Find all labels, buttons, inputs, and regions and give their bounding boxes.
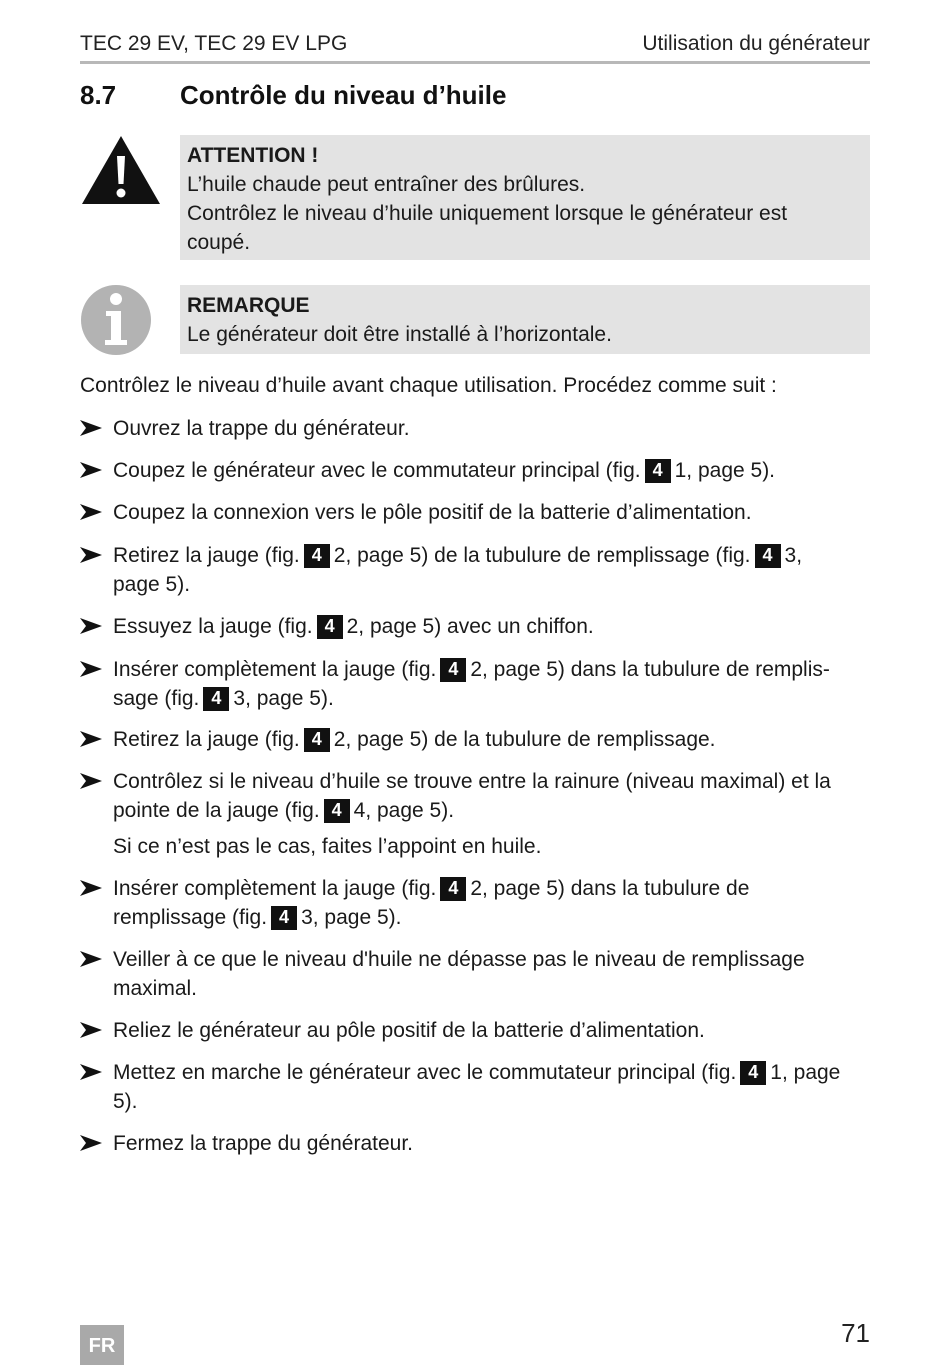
arrow-bullet-icon: [80, 767, 104, 796]
step-text: 2, page 5) dans la tubulure de: [470, 877, 750, 900]
step-text: 2, page 5) avec un chiffon.: [346, 615, 594, 638]
step-text: Veiller à ce que le niveau d'huile ne dépasse pas le niveau de remplissage maximal.: [113, 948, 805, 1000]
attention-line-2: Contrôlez le niveau d’huile uniquement lorsque le générateur est coupé.: [187, 202, 788, 254]
info-icon: [80, 284, 152, 356]
step-text: Insérer complètement la jauge (fig.: [113, 658, 437, 681]
list-item: [80, 1129, 870, 1158]
arrow-bullet-icon: [80, 1016, 104, 1045]
figure-ref-badge: 4: [740, 1061, 766, 1085]
list-item: [80, 612, 870, 641]
step-text: Coupez le générateur avec le commutateur principal (fig.: [113, 459, 641, 482]
list-item: [80, 725, 870, 754]
arrow-bullet-icon: [80, 612, 104, 641]
remarque-box: [180, 285, 870, 354]
figure-ref-badge: 4: [317, 615, 343, 639]
section-title: Contrôle du niveau d’huile: [180, 80, 507, 110]
list-item: [80, 1016, 870, 1045]
step-text: 3, page 5).: [113, 544, 803, 596]
step-text: 3, page 5).: [301, 906, 402, 929]
arrow-bullet-icon: [80, 456, 104, 485]
list-item: [80, 945, 870, 1003]
step-text: Coupez la connexion vers le pôle positif de la batterie d’alimentation.: [113, 501, 752, 524]
step-note: Si ce n’est pas le cas, faites l’appoint en huile.: [113, 835, 542, 858]
arrow-bullet-icon: [80, 1129, 104, 1158]
figure-ref-badge: 4: [203, 687, 229, 711]
figure-ref-badge: 4: [440, 658, 466, 682]
figure-ref-badge: 4: [645, 459, 671, 483]
figure-ref-badge: 4: [271, 906, 297, 930]
arrow-bullet-icon: [80, 1058, 104, 1087]
figure-ref-badge: 4: [304, 728, 330, 752]
figure-ref-badge: 4: [755, 544, 781, 568]
step-text: 4, page 5).: [353, 799, 455, 822]
list-item: [80, 498, 870, 527]
step-text: 1, page 5).: [674, 459, 776, 482]
list-item: [80, 414, 870, 443]
step-text: 1, page 5).: [113, 1061, 841, 1113]
list-item: [80, 1058, 870, 1116]
step-text: Ouvrez la trappe du générateur.: [113, 417, 410, 440]
step-text: Insérer complètement la jauge (fig.: [113, 877, 437, 900]
arrow-bullet-icon: [80, 945, 104, 974]
arrow-bullet-icon: [80, 498, 104, 527]
step-text: Fermez la trappe du générateur.: [113, 1132, 414, 1155]
header-product: TEC 29 EV, TEC 29 EV LPG: [80, 32, 348, 55]
step-text: remplissage (fig.: [113, 906, 268, 929]
list-item: [80, 874, 870, 932]
header-chapter: Utilisation du générateur: [642, 32, 870, 55]
figure-ref-badge: 4: [440, 877, 466, 901]
section-number: 8.7: [80, 80, 117, 110]
remarque-line-1: Le générateur doit être installé à l’horizontale.: [187, 323, 612, 346]
step-text: sage (fig.: [113, 687, 200, 710]
language-badge: FR: [80, 1325, 124, 1365]
arrow-bullet-icon: [80, 874, 104, 903]
step-text: Mettez en marche le générateur avec le commutateur principal (fig.: [113, 1061, 737, 1084]
step-text: 3, page 5).: [233, 687, 334, 710]
warning-triangle-icon: [80, 134, 162, 206]
page-header: [80, 30, 870, 64]
step-text: Retirez la jauge (fig.: [113, 544, 300, 567]
list-item: [80, 655, 870, 713]
list-item: [80, 767, 870, 825]
list-item: [80, 456, 870, 485]
attention-line-1: L’huile chaude peut entraîner des brûlures.: [187, 173, 586, 196]
remarque-title: REMARQUE: [187, 294, 310, 317]
figure-ref-badge: 4: [304, 544, 330, 568]
step-text: 2, page 5) de la tubulure de remplissage.: [333, 728, 716, 751]
step-text: 2, page 5) de la tubulure de remplissage (fig.: [333, 544, 751, 567]
arrow-bullet-icon: [80, 541, 104, 570]
attention-box: [180, 135, 870, 260]
arrow-bullet-icon: [80, 414, 104, 443]
list-item: [80, 541, 870, 599]
intro-text: Contrôlez le niveau d’huile avant chaque utilisation. Procédez comme suit :: [80, 374, 777, 397]
step-text: Essuyez la jauge (fig.: [113, 615, 313, 638]
step-text: 2, page 5) dans la tubulure de remplis-: [470, 658, 830, 681]
attention-title: ATTENTION !: [187, 144, 319, 167]
page-number: 71: [841, 1318, 870, 1348]
step-text: Contrôlez si le niveau d’huile se trouve entre la rainure (niveau maximal) et la pointe de la jauge (fig.: [113, 770, 831, 822]
arrow-bullet-icon: [80, 725, 104, 754]
step-text: Retirez la jauge (fig.: [113, 728, 300, 751]
figure-ref-badge: 4: [324, 799, 350, 823]
step-text: Reliez le générateur au pôle positif de la batterie d’alimentation.: [113, 1019, 705, 1042]
arrow-bullet-icon: [80, 655, 104, 684]
